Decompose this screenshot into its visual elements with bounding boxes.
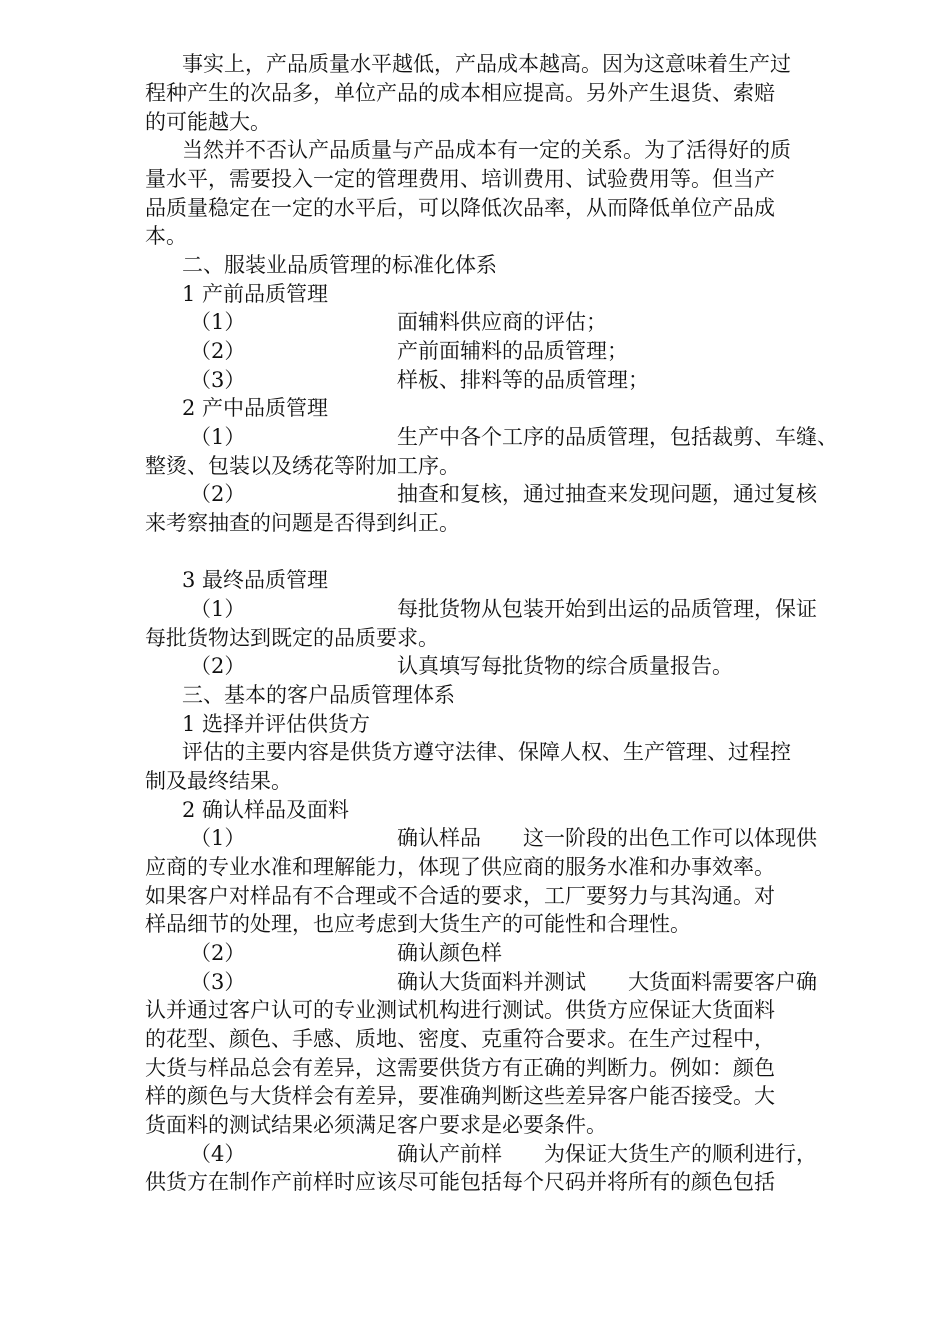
- supplier-evaluation-line-2: 制及最终结果。: [145, 769, 292, 793]
- paragraph-1-line-1: 事实上，产品质量水平越低，产品成本越高。因为这意味着生产过: [182, 52, 791, 76]
- mid-item-2-text: 抽查和复核，通过抽查来发现问题，通过复核: [397, 482, 817, 506]
- sample-fabric-title: 2 确认样品及面料: [182, 798, 350, 822]
- sample-item-3-line-2: 认并通过客户认可的专业测试机构进行测试。供货方应保证大货面料: [145, 998, 775, 1022]
- mid-item-2-number: （2）: [190, 482, 246, 506]
- final-item-2-text: 认真填写每批货物的综合质量报告。: [397, 654, 733, 678]
- sample-item-3-text: 确认大货面料并测试 大货面料需要客户确: [397, 970, 817, 994]
- paragraph-2-line-1: 当然并不否认产品质量与产品成本有一定的关系。为了活得好的质: [182, 138, 791, 162]
- sample-item-2-text: 确认颜色样: [397, 941, 502, 965]
- sample-item-1-text: 确认样品 这一阶段的出色工作可以体现供: [397, 826, 817, 850]
- paragraph-2-line-4: 本。: [145, 224, 187, 248]
- sample-item-1-line-3: 如果客户对样品有不合理或不合适的要求，工厂要努力与其沟通。对: [145, 884, 775, 908]
- mid-item-1-continued: 整烫、包装以及绣花等附加工序。: [145, 454, 460, 478]
- paragraph-2-line-2: 量水平，需要投入一定的管理费用、培训费用、试验费用等。但当产: [145, 167, 775, 191]
- paragraph-2-line-3: 品质量稳定在一定的水平后，可以降低次品率，从而降低单位产品成: [145, 196, 775, 220]
- section-3-heading: 三、基本的客户品质管理体系: [182, 683, 455, 707]
- final-item-2-number: （2）: [190, 654, 246, 678]
- sample-item-4-text: 确认产前样 为保证大货生产的顺利进行，: [397, 1142, 817, 1166]
- pre-item-1-number: （1）: [190, 310, 246, 334]
- mid-item-1-number: （1）: [190, 425, 246, 449]
- supplier-evaluation-line-1: 评估的主要内容是供货方遵守法律、保障人权、生产管理、过程控: [182, 740, 791, 764]
- final-item-1-number: （1）: [190, 597, 246, 621]
- mid-item-1-text: 生产中各个工序的品质管理，包括裁剪、车缝、: [397, 425, 838, 449]
- mid-production-title: 2 产中品质管理: [182, 396, 329, 420]
- supplier-evaluation-title: 1 选择并评估供货方: [182, 712, 371, 736]
- paragraph-1-line-3: 的可能越大。: [145, 110, 271, 134]
- sample-item-3-line-5: 样的颜色与大货样会有差异，要准确判断这些差异客户能否接受。大: [145, 1084, 775, 1108]
- section-2-heading: 二、服装业品质管理的标准化体系: [182, 253, 497, 277]
- sample-item-1-line-4: 样品细节的处理，也应考虑到大货生产的可能性和合理性。: [145, 912, 691, 936]
- sample-item-3-line-3: 的花型、颜色、手感、质地、密度、克重符合要求。在生产过程中，: [145, 1027, 775, 1051]
- pre-production-title: 1 产前品质管理: [182, 282, 329, 306]
- sample-item-4-number: （4）: [190, 1142, 246, 1166]
- sample-item-4-line-2: 供货方在制作产前样时应该尽可能包括每个尺码并将所有的颜色包括: [145, 1170, 775, 1194]
- sample-item-1-line-2: 应商的专业水准和理解能力，体现了供应商的服务水准和办事效率。: [145, 855, 775, 879]
- pre-item-2-text: 产前面辅料的品质管理；: [397, 339, 628, 363]
- final-item-1-continued: 每批货物达到既定的品质要求。: [145, 626, 439, 650]
- final-quality-title: 3 最终品质管理: [182, 568, 329, 592]
- pre-item-2-number: （2）: [190, 339, 246, 363]
- sample-item-1-number: （1）: [190, 826, 246, 850]
- sample-item-3-number: （3）: [190, 970, 246, 994]
- pre-item-3-number: （3）: [190, 368, 246, 392]
- sample-item-3-line-6: 货面料的测试结果必须满足客户要求是必要条件。: [145, 1113, 607, 1137]
- pre-item-3-text: 样板、排料等的品质管理；: [397, 368, 649, 392]
- final-item-1-text: 每批货物从包装开始到出运的品质管理，保证: [397, 597, 817, 621]
- paragraph-1-line-2: 程种产生的次品多，单位产品的成本相应提高。另外产生退货、索赔: [145, 81, 775, 105]
- sample-item-3-line-4: 大货与样品总会有差异，这需要供货方有正确的判断力。例如：颜色: [145, 1056, 775, 1080]
- mid-item-2-continued: 来考察抽查的问题是否得到纠正。: [145, 511, 460, 535]
- sample-item-2-number: （2）: [190, 941, 246, 965]
- pre-item-1-text: 面辅料供应商的评估；: [397, 310, 607, 334]
